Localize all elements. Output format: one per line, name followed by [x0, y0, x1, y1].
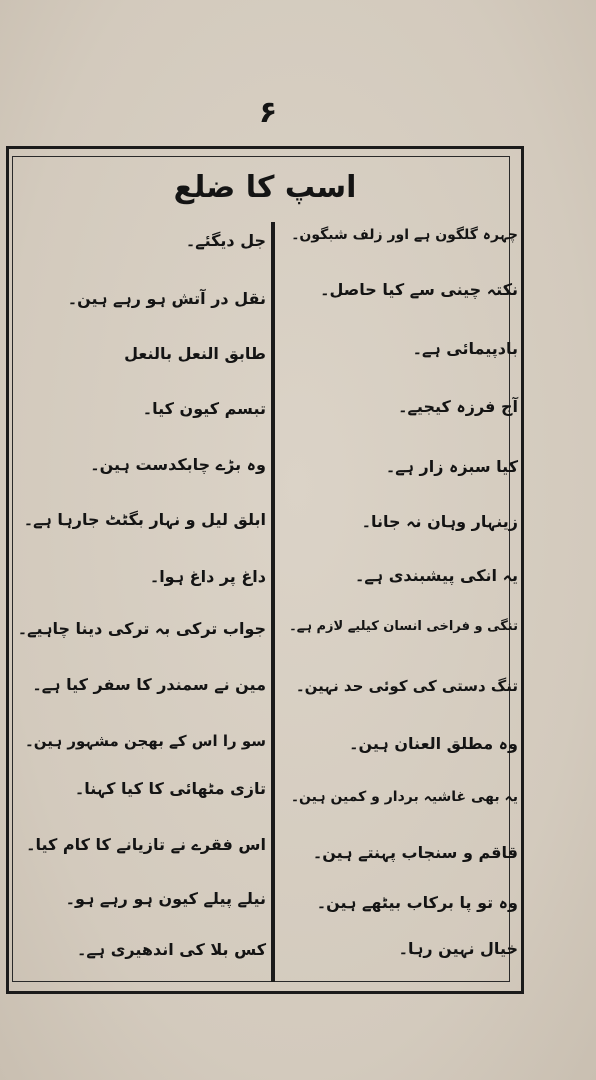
- page-title: اسپ کا ضلع: [173, 170, 357, 205]
- list-item: یہ انکی پیشبندی ہے۔: [355, 566, 518, 585]
- list-item: کس بلا کی اندھیری ہے۔: [77, 940, 266, 959]
- list-item: آج فرزہ کیجیے۔: [398, 397, 518, 416]
- list-item: کیا سبزہ زار ہے۔: [385, 457, 518, 476]
- list-item: تبسم کیون کیا۔: [142, 399, 266, 418]
- list-item: طابق النعل بالنعل: [124, 344, 266, 363]
- page-number: ۶: [258, 95, 278, 130]
- list-item: نیلے پیلے کیون ہو رہے ہو۔: [65, 889, 266, 908]
- list-item: نقل در آتش ہو رہے ہین۔: [67, 289, 266, 308]
- list-item: زینہار وہان نہ جانا۔: [361, 512, 518, 531]
- list-item: مین نے سمندر کا سفر کیا ہے۔: [32, 675, 266, 694]
- list-item: سو را اس کے بھجن مشہور ہین۔: [24, 732, 266, 750]
- list-item: نکتہ چینی سے کیا حاصل۔: [320, 280, 518, 299]
- list-item: جل دیگئے۔: [185, 231, 266, 250]
- list-item: وہ مطلق العنان ہین۔: [349, 734, 518, 753]
- list-item: وہ بڑے چابکدست ہین۔: [90, 455, 266, 474]
- list-item: ابلق لیل و نہار بگٹٹ جارہا ہے۔: [23, 510, 266, 529]
- list-item: تنگی و فراخی انسان کیلیے لازم ہے۔: [289, 619, 518, 634]
- list-item: چہرہ گلگون ہے اور زلف شبگون۔: [291, 227, 518, 243]
- column-divider: [271, 222, 275, 982]
- list-item: داغ پر داغ ہوا۔: [149, 567, 266, 586]
- list-item: تازی مٹھائی کا کیا کہنا۔: [74, 779, 266, 798]
- list-item: قاقم و سنجاب پہنتے ہین۔: [312, 843, 518, 862]
- list-item: اس فقرے نے تازیانے کا کام کیا۔: [26, 835, 266, 854]
- list-item: خیال نہین رہا۔: [398, 939, 518, 958]
- list-item: یہ بھی غاشیہ بردار و کمین ہین۔: [290, 789, 518, 805]
- list-item: جواب ترکی بہ ترکی دینا چاہیے۔: [17, 619, 266, 638]
- list-item: بادپیمائی ہے۔: [412, 339, 518, 358]
- list-item: تنگ دستی کی کوئی حد نہین۔: [295, 677, 518, 695]
- list-item: وہ تو پا برکاب بیٹھے ہین۔: [316, 893, 518, 912]
